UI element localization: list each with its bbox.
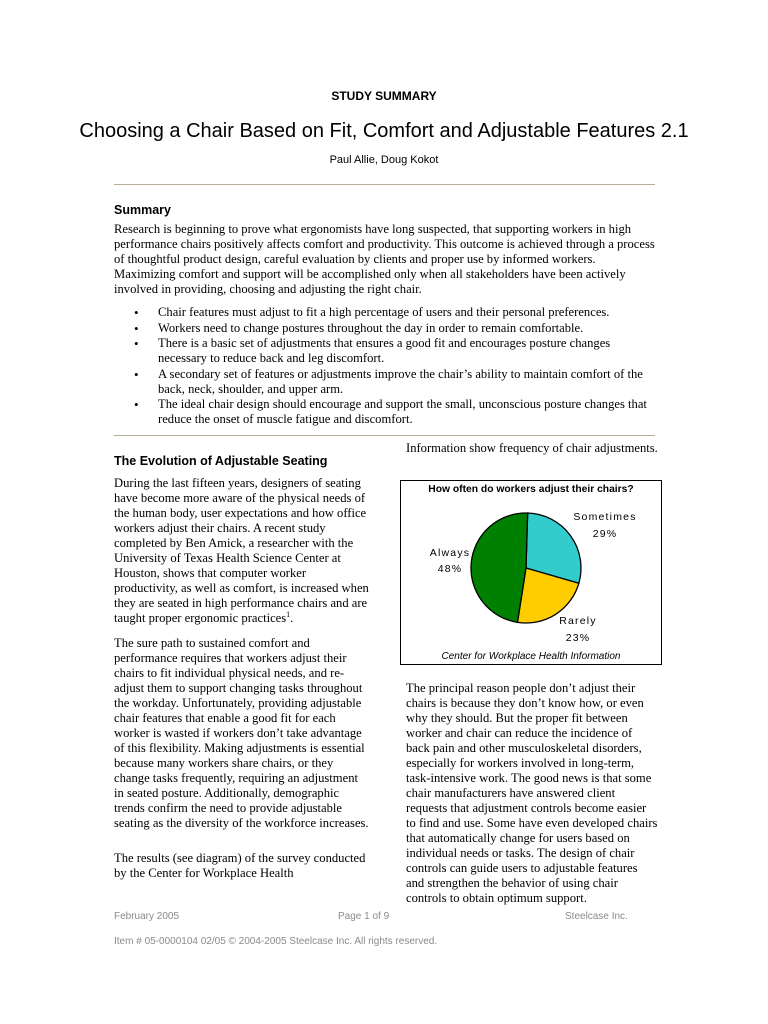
footer-item-copyright: Item # 05-0000104 02/05 © 2004-2005 Steelcase Inc. All rights reserved. bbox=[114, 936, 438, 947]
summary-bullet-list bbox=[114, 305, 659, 428]
slice-value-rarely: 23% bbox=[565, 632, 591, 644]
divider bbox=[114, 435, 655, 436]
slice-label-always: Always bbox=[429, 547, 471, 559]
bullet-item: • Workers need to change postures throughout the day in order to remain comfortable. bbox=[114, 321, 659, 336]
page-title: Choosing a Chair Based on Fit, Comfort and Adjustable Features 2.1 bbox=[79, 120, 689, 142]
pie-slice-always bbox=[471, 513, 528, 622]
slice-label-rarely: Rarely bbox=[559, 615, 597, 627]
bullet-item: • Chair features must adjust to fit a high percentage of users and their personal preferences. bbox=[114, 305, 659, 320]
slice-value-always: 48% bbox=[437, 563, 463, 575]
evolution-paragraph-2: The sure path to sustained comfort and performance requires that workers adjust their chairs to fit individual physical needs, and re-adjust them to support changing tasks throughout the workday. Unfortunately, providing adjustable chair features that enable a good fit for each worker is wasted if workers don’t take advantage of this flexibility. Making adjustments is essential because many workers share chairs, or they change tasks frequently, requiring an adjustment in seated posture. Additionally, demographic trends confirm the need to provide adjustable seating as the diversity of the workforce increases. bbox=[114, 636, 369, 830]
pie-chart bbox=[401, 481, 661, 664]
footer-company: Steelcase Inc. bbox=[565, 911, 628, 922]
footer-page-number: Page 1 of 9 bbox=[338, 911, 390, 922]
slice-label-sometimes: Sometimes bbox=[573, 511, 637, 523]
bullet-item: • A secondary set of features or adjustments improve the chair’s ability to maintain comfort of the back, neck, shoulder, and upper arm. bbox=[114, 367, 659, 397]
bullet-item: • The ideal chair design should encourage and support the small, unconscious posture changes that reduce the onset of muscle fatigue and discomfort. bbox=[114, 397, 659, 427]
evolution-heading: The Evolution of Adjustable Seating bbox=[114, 454, 328, 468]
study-summary-kicker: STUDY SUMMARY bbox=[331, 89, 437, 103]
summary-heading: Summary bbox=[114, 203, 171, 217]
bullet-item: • There is a basic set of adjustments that ensures a good fit and encourages posture changes necessary to reduce back and leg discomfort. bbox=[114, 336, 659, 366]
authors: Paul Allie, Doug Kokot bbox=[329, 154, 439, 166]
right-column-paragraph: The principal reason people don’t adjust their chairs is because they don’t know how, or even why they should. But the proper fit between worker and chair can reduce the incidence of back pain and other musculoskeletal disorders, especially for workers involved in long-term, task-intensive work. The good news is that some chair manufacturers have answered client requests that adjustment controls become easier to find and use. Some have even developed chairs that automatically change for users based on individual needs or tasks. The design of chair controls can guide users to adjustable features and strengthen the behavior of using chair controls to obtain optimum support. bbox=[406, 681, 658, 905]
chart-intro-text: Information show frequency of chair adjustments. bbox=[406, 441, 658, 455]
divider bbox=[114, 184, 655, 185]
evolution-paragraph-1: During the last fifteen years, designers of seating have become more aware of the physical needs of the human body, user expectations and how office workers adjust their chairs. A recent study completed by Ben Amick, a researcher with the University of Texas Health Science Center at Houston, shows that computer worker productivity, as well as comfort, is increased when they are seated in high performance chairs and are taught proper ergonomic practices$^1$. bbox=[114, 476, 369, 625]
evolution-paragraph-3: The results (see diagram) of the survey conducted by the Center for Workplace Health bbox=[114, 851, 366, 880]
footnote-marker: 1 bbox=[286, 609, 291, 619]
pie-chart-figure bbox=[400, 480, 662, 665]
chart-title: How often do workers adjust their chairs? bbox=[428, 484, 634, 495]
footer-date: February 2005 bbox=[114, 911, 180, 922]
summary-paragraph: Research is beginning to prove what ergonomists have long suspected, that supporting workers in high performance chairs positively affects comfort and productivity. This outcome is achieved through a process of thoughtful product design, careful evaluation by clients and proper use by informed workers. Maximizing comfort and support will be accomplished only when all stakeholders have been actively involved in providing, choosing and adjusting the right chair. bbox=[114, 222, 655, 296]
chart-source: Center for Workplace Health Information bbox=[441, 651, 621, 662]
slice-value-sometimes: 29% bbox=[592, 528, 618, 540]
